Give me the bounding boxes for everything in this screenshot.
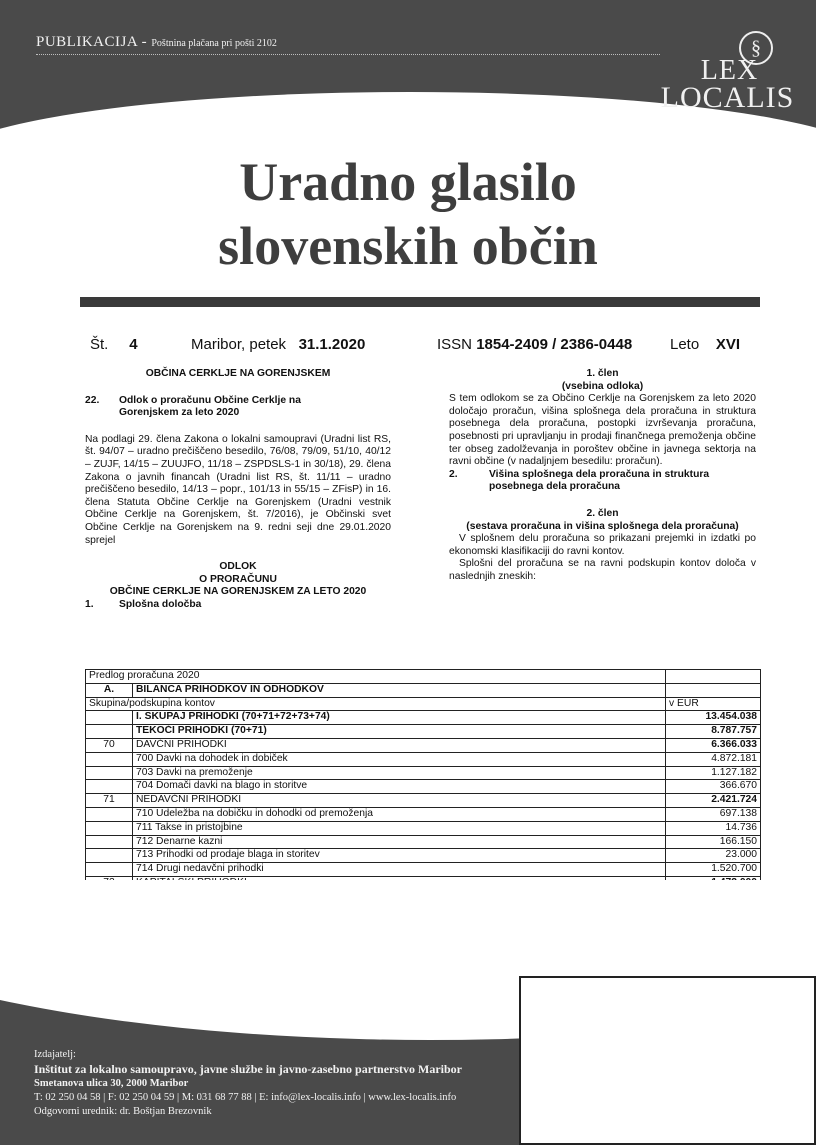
table-row [86, 711, 761, 725]
row-label: 714 Drugi nedavčni prihodki [133, 863, 666, 877]
row-code [86, 807, 133, 821]
row-code [86, 752, 133, 766]
section-1-heading: 1. Splošna določba [85, 598, 202, 610]
row-value: 366.670 [666, 780, 761, 794]
row-code [86, 711, 133, 725]
year-volume: Leto XVI [670, 336, 741, 353]
row-code [86, 821, 133, 835]
clen-1-text: S tem odlokom se za Občino Cerklje na Gorenjskem za leto 2020 določajo proračun, višina splošnega dela proračuna in struktura posebnega dela proračuna, postopki izvrševanja proračuna, posebnosti pri upravljanju in prodaji finančnega premoženja občine ter obseg zadolževanja in poroštev občine in javnega sektorja na ravni občine (v nadaljnjem besedilu: proračun). [449, 393, 756, 468]
clen-2-title: 2. člen [586, 507, 619, 519]
item-heading: 22. Odlok o proračunu Občine Cerklje na Gorenjskem za leto 2020 [85, 394, 301, 419]
clen-2-paragraph-1: V splošnem delu proračuna so prikazani prejemki in izdatki po ekonomski klasifikaciji do ravni kontov. [449, 533, 756, 557]
clen-2-subtitle: (sestava proračuna in višina splošnega dela proračuna) [466, 520, 739, 532]
right-column [449, 368, 756, 584]
odlok-heading: ODLOK O PRORAČUNU OBČINE CERKLJE NA GORENJSKEM ZA LETO 2020 [109, 561, 367, 598]
row-label: 713 Prihodki od prodaje blaga in storitev [133, 849, 666, 863]
row-label: NEDAVČNI PRIHODKI [133, 794, 666, 808]
clen-1-subtitle: (vsebina odloka) [561, 380, 644, 392]
row-code: 71 [86, 794, 133, 808]
table-row [86, 807, 761, 821]
table-row [86, 780, 761, 794]
row-value: 1.520.700 [666, 863, 761, 877]
logo-line-1: LEX [700, 55, 759, 86]
row-code [86, 780, 133, 794]
row-code: 70 [86, 738, 133, 752]
row-value: 14.736 [666, 821, 761, 835]
section-2-heading: 2. Višina splošnega dela proračuna in struktura posebnega dela proračuna [449, 468, 710, 493]
row-label: 700 Davki na dohodek in dobiček [133, 752, 666, 766]
row-value: 23.000 [666, 849, 761, 863]
row-code [86, 863, 133, 877]
row-code [86, 849, 133, 863]
row-value: 6.366.033 [666, 738, 761, 752]
blank-box [519, 976, 816, 1145]
table-row [86, 725, 761, 739]
row-label: 711 Takse in pristojbine [133, 821, 666, 835]
clen-1-title: 1. člen [586, 368, 619, 379]
issn: ISSN 1854-2409 / 2386-0448 [437, 336, 633, 353]
row-value: 4.872.181 [666, 752, 761, 766]
row-code [86, 766, 133, 780]
clen-2-paragraph-2: Splošni del proračuna se na ravni podskupin kontov določa v naslednjih zneskih: [449, 558, 756, 582]
issue-date: Maribor, petek 31.1.2020 [191, 336, 366, 353]
table-row [86, 821, 761, 835]
row-code [86, 725, 133, 739]
logo-line-2: LOCALIS [660, 81, 795, 114]
header-divider [36, 54, 660, 55]
editor-line: Odgovorni urednik: dr. Boštjan Brezovnik [34, 1106, 212, 1117]
page-title: Uradno glasilo slovenskih občin [218, 152, 598, 276]
row-value: 697.138 [666, 807, 761, 821]
municipality-heading: OBČINA CERKLJE NA GORENJSKEM [145, 368, 331, 379]
row-value: 8.787.757 [666, 725, 761, 739]
row-label: TEKOČI PRIHODKI (70+71) [133, 725, 666, 739]
row-value: 13.454.038 [666, 711, 761, 725]
publisher-address: Smetanova ulica 30, 2000 Maribor [34, 1078, 189, 1089]
table-row [86, 849, 761, 863]
publisher-label: Izdajatelj: [34, 1049, 76, 1060]
row-label: 712 Denarne kazni [133, 835, 666, 849]
table-row [86, 863, 761, 877]
table-row [86, 835, 761, 849]
row-code [86, 835, 133, 849]
left-column [85, 368, 391, 612]
row-value: 166.150 [666, 835, 761, 849]
row-value: 1.127.182 [666, 766, 761, 780]
table-row [86, 766, 761, 780]
table-header-row: Skupina/podskupina kontov v EUR [86, 697, 761, 711]
row-label: 704 Domači davki na blago in storitve [133, 780, 666, 794]
publisher-name: Inštitut za lokalno samoupravo, javne službe in javno-zasebno partnerstvo Maribor [34, 1062, 463, 1076]
row-label: 703 Davki na premoženje [133, 766, 666, 780]
row-label: DAVČNI PRIHODKI [133, 738, 666, 752]
preamble-text: Na podlagi 29. člena Zakona o lokalni samoupravi (Uradni list RS, št. 94/07 – uradno prečiščeno besedilo, 76/08, 79/09, 51/10, 40/12 – ZUJF, 14/15 – ZUUJFO, 11/18 – ZSPDSLS-1 in 30/18), 29. člena Zakona o javnih financah (Uradni list RS, št. 11/11 – uradno prečiščeno besedilo, 14/13 – popr., 101/13 in 55/15 – ZFisP) in 16. člena Statuta Občine Cerklje na Gorenjskem (Uradni vestnik Občine Cerklje na Gorenjskem, št. 7/2016), je Občinski svet Občine Cerklje na Gorenjskem na 9. redni seji dne 29.01.2020 sprejel [85, 433, 391, 546]
table-row [86, 794, 761, 808]
paragraph-icon: § [739, 31, 773, 65]
row-value: 2.421.724 [666, 794, 761, 808]
table-row [86, 738, 761, 752]
table-section-row: A. BILANCA PRIHODKOV IN ODHODKOV [86, 683, 761, 697]
publisher-contacts: T: 02 250 04 58 | F: 02 250 04 59 | M: 031 68 77 88 | E: info@lex-localis.info | www.lex-localis.info [34, 1092, 457, 1103]
title-rule [80, 297, 760, 307]
postage-note: Poštnina plačana pri pošti 2102 [151, 38, 277, 49]
table-caption-row: Predlog proračuna 2020 [86, 670, 761, 684]
table-row [86, 752, 761, 766]
row-label: I. SKUPAJ PRIHODKI (70+71+72+73+74) [133, 711, 666, 725]
issue-number: Št. 4 [90, 336, 138, 353]
row-label: 710 Udeležba na dobičku in dohodki od premoženja [133, 807, 666, 821]
publication-label: PUBLIKACIJA - Poštnina plačana pri pošti 2102 [36, 34, 277, 50]
